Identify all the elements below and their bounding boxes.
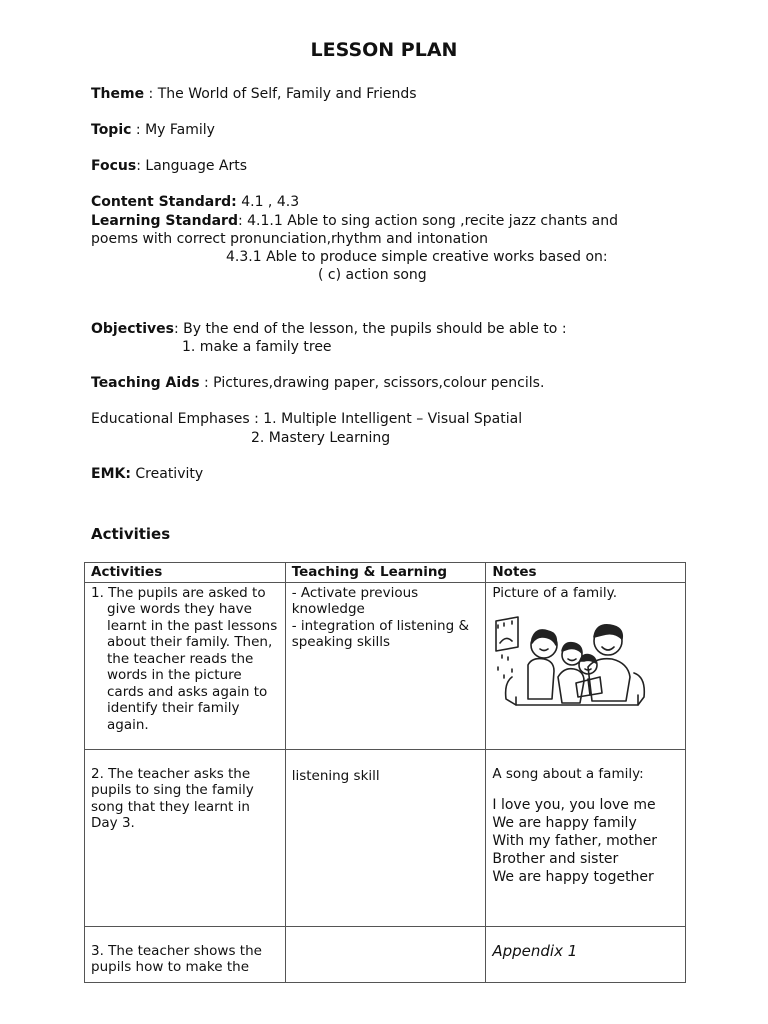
- teaching-cell: [285, 582, 486, 749]
- song-line: I love you, you love me: [492, 797, 656, 813]
- notes-cell: [486, 749, 686, 926]
- focus-sep: :: [136, 158, 146, 174]
- theme-label: Theme: [91, 86, 145, 102]
- song-line: With my father, mother: [492, 833, 658, 849]
- content-standard-value: 4.1 , 4.3: [236, 194, 300, 210]
- objectives-text: : By the end of the lesson, the pupils should be able to :: [173, 321, 567, 337]
- learning-standard-text-3: 4.3.1 Able to produce simple creative works based on:: [226, 249, 608, 265]
- emk-line: [91, 465, 203, 483]
- song-line: We are happy family: [492, 815, 637, 831]
- song-line: Brother and sister: [492, 851, 619, 867]
- family-picture: [492, 607, 648, 711]
- theme-sep: :: [144, 86, 158, 102]
- header-activities: Activities: [85, 563, 286, 583]
- notes-cell: [486, 582, 686, 749]
- table-header-row: [85, 563, 686, 583]
- teaching-point: - Activate previous knowledge: [291, 584, 419, 617]
- activity-cell: [85, 749, 286, 926]
- notes-cell: [486, 926, 686, 982]
- topic-sep: :: [131, 122, 146, 138]
- content-standard-label: Content Standard:: [91, 194, 237, 210]
- objectives-line: [91, 320, 567, 338]
- educational-emphases-line: Educational Emphases : 1. Multiple Intelligent – Visual Spatial: [91, 411, 523, 427]
- activity-text: 3. The teacher shows the pupils how to make the: [91, 942, 262, 975]
- theme-value: The World of Self, Family and Friends: [157, 86, 417, 102]
- focus-line: [91, 157, 247, 175]
- table-row: [85, 749, 686, 926]
- objectives-item: 1. make a family tree: [182, 339, 332, 355]
- content-standard-line: [91, 193, 299, 211]
- focus-value: Language Arts: [145, 158, 248, 174]
- learning-standard-text-1: : 4.1.1 Able to sing action song ,recite jazz chants and: [237, 213, 619, 229]
- appendix-reference: Appendix 1: [492, 941, 578, 960]
- emk-label: EMK:: [91, 466, 131, 482]
- activities-table: [84, 562, 686, 983]
- learning-standard-line: [91, 212, 618, 230]
- teaching-cell: [285, 926, 486, 982]
- teaching-aids-text: : Pictures,drawing paper, scissors,colour pencils.: [199, 375, 545, 391]
- notes-text: Picture of a family.: [492, 584, 617, 601]
- header-notes: Notes: [486, 563, 686, 583]
- activity-cell: [85, 926, 286, 982]
- activity-cell: [85, 582, 286, 749]
- educational-emphases-line-2: 2. Mastery Learning: [251, 430, 391, 446]
- objectives-label: Objectives: [91, 321, 174, 337]
- learning-standard-label: Learning Standard: [91, 213, 238, 229]
- table-row: [85, 582, 686, 749]
- learning-standard-text-2: poems with correct pronunciation,rhythm and intonation: [91, 231, 489, 247]
- learning-standard-text-4: ( c) action song: [318, 267, 427, 283]
- theme-line: [91, 85, 417, 103]
- teaching-point: - integration of listening & speaking skills: [291, 617, 469, 650]
- emk-value: Creativity: [130, 466, 204, 482]
- header-teaching-learning: Teaching & Learning: [285, 563, 486, 583]
- teaching-point: listening skill: [291, 767, 380, 784]
- teaching-aids-label: Teaching Aids: [91, 375, 200, 391]
- topic-value: My Family: [145, 122, 215, 138]
- teaching-cell: [285, 749, 486, 926]
- activity-text: 2. The teacher asks the pupils to sing the family song that they learnt in Day 3.: [91, 765, 254, 831]
- song-line: We are happy together: [492, 869, 654, 885]
- topic-label: Topic: [91, 122, 132, 138]
- activity-text: 1. The pupils are asked to give words they have learnt in the past lessons about their family. Then, the teacher reads the words in the picture cards and asks again to identify their family again.: [91, 584, 278, 733]
- activities-heading: Activities: [91, 525, 171, 543]
- table-row: [85, 926, 686, 982]
- song-lyrics: [492, 796, 679, 886]
- focus-label: Focus: [91, 158, 137, 174]
- song-title: A song about a family:: [492, 765, 644, 782]
- teaching-aids-line: [91, 374, 544, 392]
- topic-line: [91, 121, 215, 139]
- page-title: LESSON PLAN: [310, 39, 458, 61]
